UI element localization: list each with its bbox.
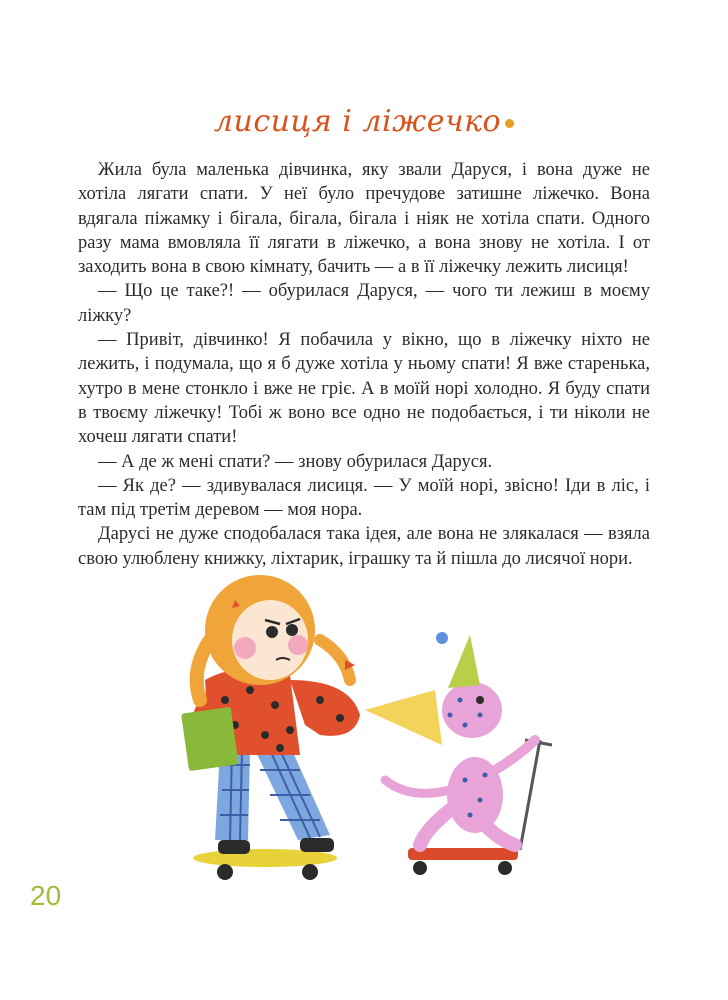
title-dot-ornament — [505, 119, 514, 128]
girl-and-leopard-illustration — [180, 540, 560, 890]
girl-shoe-right — [300, 838, 334, 852]
green-book — [181, 707, 239, 771]
story-title-text: лисиця і ліжечко — [213, 104, 502, 139]
yellow-fan — [365, 690, 442, 745]
paragraph: Жила була маленька дівчинка, яку звали Даруся, і вона дуже не хотіла лягати спати. У неї було пречудове затишне ліжечко. Вона вдягала піжамку і бігала, бігала, бігала і ніяк не хотіла спати. Одного разу мама вмовляла її лягати в ліжечко, а вона знову не хотіла. І от заходить вона в свою кімнату, бачить — а в її ліжечку лежить лисиця! — [78, 160, 650, 278]
paragraph: — Привіт, дівчинко! Я побачила у вікно, що в ліжечку ніхто не лежить, і подумала, що я б дуже хотіла у ньому спати! Я вже старенька, хутро в мене стонкло і вже не гріє. А в моїй норі холодно. Я буду спати в твоєму ліжечку! Тобі ж воно все одно не подобається, і ти ніколи не хочеш лягати спати! — [78, 330, 650, 448]
story-title — [0, 104, 728, 139]
page-number: 20 — [30, 880, 62, 911]
girl-shoe-left — [218, 840, 250, 854]
paragraph: — Як де? — здивувалася лисиця. — У моїй норі, звісно! Іди в ліс, і там під третім деревом — моя нора. — [78, 475, 650, 521]
paragraph: — А де ж мені спати? — знову обурилася Даруся. — [98, 451, 493, 472]
girl-skateboard — [193, 849, 337, 880]
paragraph: — Що це таке?! — обурилася Даруся, — чого ти лежиш в моєму ліжку? — [78, 281, 650, 326]
story-text — [78, 158, 650, 571]
paragraph: Дарусі не дуже сподобалася така ідея, але вона не злякалася — взяла свою улюблену книжку, ліхтарик, іграшку та й пішла до лисячої нори. — [78, 524, 650, 569]
pink-leopard — [385, 632, 535, 845]
